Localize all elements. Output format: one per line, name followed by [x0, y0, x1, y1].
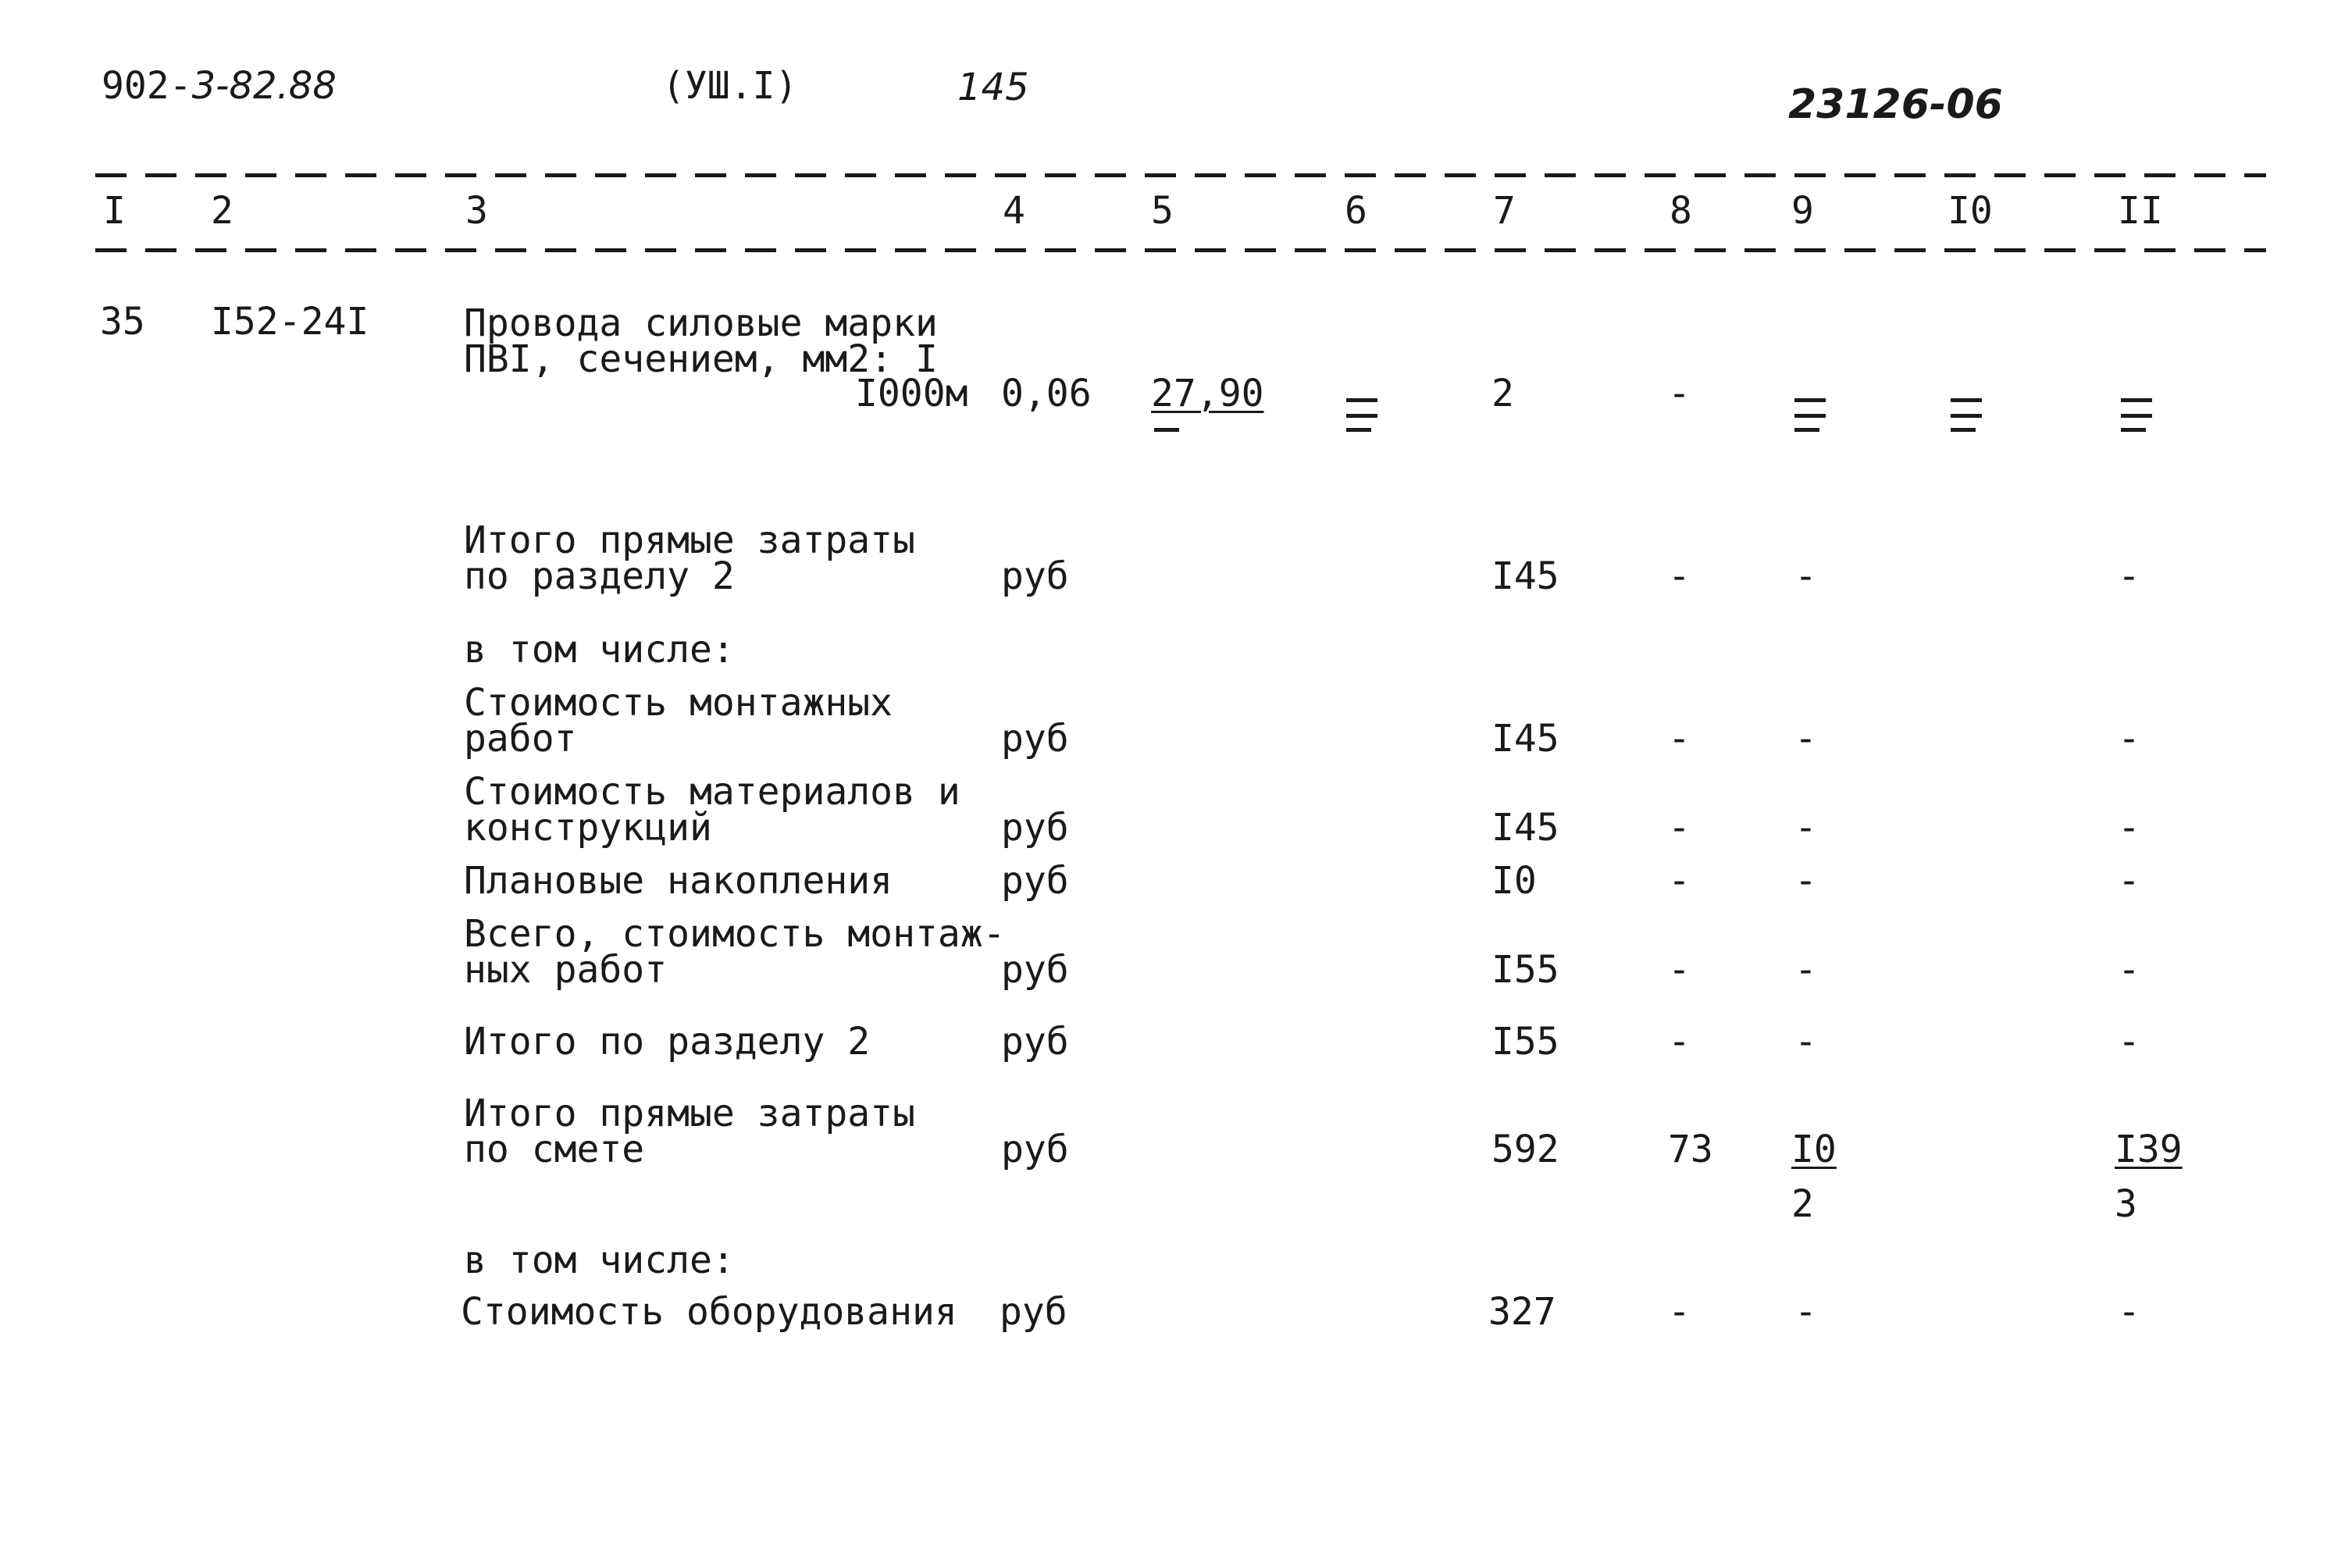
item-quantity: 0,06 [1001, 372, 1092, 415]
doc-code-handwritten: 3-82.88 [191, 64, 337, 108]
col10-dash-sub [1951, 428, 1976, 432]
direct-costs-col11: - [2118, 554, 2140, 598]
estimate-total-col11-bottom: 3 [2115, 1182, 2137, 1226]
item-desc-line2: ПВI, сечением, мм2: I [464, 337, 938, 381]
materials-col8: - [1668, 806, 1691, 850]
direct-costs-col9: - [1794, 554, 1817, 598]
col-header-2: 2 [211, 189, 233, 233]
equipment-unit: руб [1000, 1290, 1067, 1334]
col-header-10: I0 [1948, 189, 1993, 233]
including-label-1: в том числе: [464, 628, 735, 672]
total-install-line1: Всего, стоимость монтаж- [464, 912, 1006, 956]
doc-code [102, 64, 337, 108]
section-total-col9: - [1794, 1020, 1817, 1064]
estimate-total-unit: руб [1001, 1128, 1069, 1171]
materials-col7: I45 [1491, 806, 1559, 850]
total-install-unit: руб [1001, 948, 1069, 992]
section-label: (УШ.I) [662, 64, 798, 108]
col-header-3: 3 [465, 189, 488, 233]
equipment-line1: Стоимость оборудования [461, 1290, 957, 1334]
estimate-total-line1: Итого прямые затраты [464, 1092, 915, 1135]
item-col8: - [1668, 372, 1691, 415]
savings-col7: I0 [1491, 859, 1537, 903]
price-sub-dash [1154, 428, 1179, 432]
estimate-total-line2: по смете [464, 1128, 645, 1171]
total-install-col8: - [1668, 948, 1691, 992]
savings-line1: Плановые накопления [464, 859, 893, 903]
materials-unit: руб [1001, 806, 1069, 850]
direct-costs-col8: - [1668, 554, 1691, 598]
total-install-line2: ных работ [464, 948, 668, 992]
col-header-8: 8 [1670, 189, 1692, 233]
item-col7: 2 [1491, 372, 1514, 415]
total-install-col9: - [1794, 948, 1817, 992]
direct-costs-line1: Итого прямые затраты [464, 519, 915, 562]
col-header-4: 4 [1003, 189, 1025, 233]
col11-dash-mid [2121, 414, 2152, 418]
col-header-1: I [103, 189, 126, 233]
direct-costs-col7: I45 [1491, 554, 1559, 598]
col11-dash-sub [2121, 428, 2146, 432]
section-total-line1: Итого по разделу 2 [464, 1020, 871, 1064]
install-col8: - [1668, 717, 1691, 761]
col9-dash-mid [1794, 414, 1826, 418]
equipment-col9: - [1794, 1290, 1817, 1334]
col10-dash-mid [1951, 414, 1982, 418]
savings-unit: руб [1001, 859, 1069, 903]
col-header-6: 6 [1345, 189, 1367, 233]
col-header-9: 9 [1791, 189, 1814, 233]
install-line2: работ [464, 717, 577, 761]
item-unit: I000м [855, 372, 968, 415]
rule-top [95, 173, 2266, 177]
savings-col8: - [1668, 859, 1691, 903]
materials-line1: Стоимость материалов и [464, 770, 960, 814]
item-unit-price: 27,90 [1151, 372, 1264, 415]
including-label-2: в том числе: [464, 1238, 735, 1282]
materials-col9: - [1794, 806, 1817, 850]
col6-dash-sub [1346, 428, 1371, 432]
estimate-total-col9-top: I0 [1791, 1128, 1837, 1171]
estimate-total-col11-top: I39 [2115, 1128, 2183, 1171]
col6-dash-top [1346, 398, 1377, 402]
estimate-total-col7: 592 [1491, 1128, 1559, 1171]
direct-costs-unit: руб [1001, 554, 1069, 598]
install-col9: - [1794, 717, 1817, 761]
item-number: 35 [100, 300, 145, 344]
direct-costs-line2: по разделу 2 [464, 554, 735, 598]
col9-dash-sub [1794, 428, 1819, 432]
install-col7: I45 [1491, 717, 1559, 761]
item-desc-line1: Провода силовые марки [464, 301, 938, 345]
estimate-total-col8: 73 [1668, 1128, 1713, 1171]
install-unit: руб [1001, 717, 1069, 761]
total-install-col7: I55 [1491, 948, 1559, 992]
col-header-7: 7 [1493, 189, 1516, 233]
equipment-col8: - [1668, 1290, 1691, 1334]
col11-dash-top [2121, 398, 2152, 402]
col-header-5: 5 [1151, 189, 1174, 233]
page-number: 145 [957, 66, 1029, 109]
materials-col11: - [2118, 806, 2140, 850]
col10-dash-top [1951, 398, 1982, 402]
total-install-col11: - [2118, 948, 2140, 992]
section-total-col11: - [2118, 1020, 2140, 1064]
savings-col11: - [2118, 859, 2140, 903]
item-code: I52-24I [211, 300, 369, 344]
materials-line2: конструкций [464, 806, 712, 850]
equipment-col7: 327 [1488, 1290, 1556, 1334]
doc-code-printed: 902- [102, 64, 192, 108]
document-number: 23126-06 [1788, 81, 2003, 128]
col6-dash-mid [1346, 414, 1377, 418]
install-line1: Стоимость монтажных [464, 681, 893, 725]
install-col11: - [2118, 717, 2140, 761]
col-header-11: II [2118, 189, 2163, 233]
savings-col9: - [1794, 859, 1817, 903]
equipment-col11: - [2118, 1290, 2140, 1334]
section-total-unit: руб [1001, 1020, 1069, 1064]
estimate-total-col9-bottom: 2 [1791, 1182, 1814, 1226]
rule-bottom [95, 248, 2266, 252]
section-total-col7: I55 [1491, 1020, 1559, 1064]
col9-dash-top [1794, 398, 1826, 402]
section-total-col8: - [1668, 1020, 1691, 1064]
